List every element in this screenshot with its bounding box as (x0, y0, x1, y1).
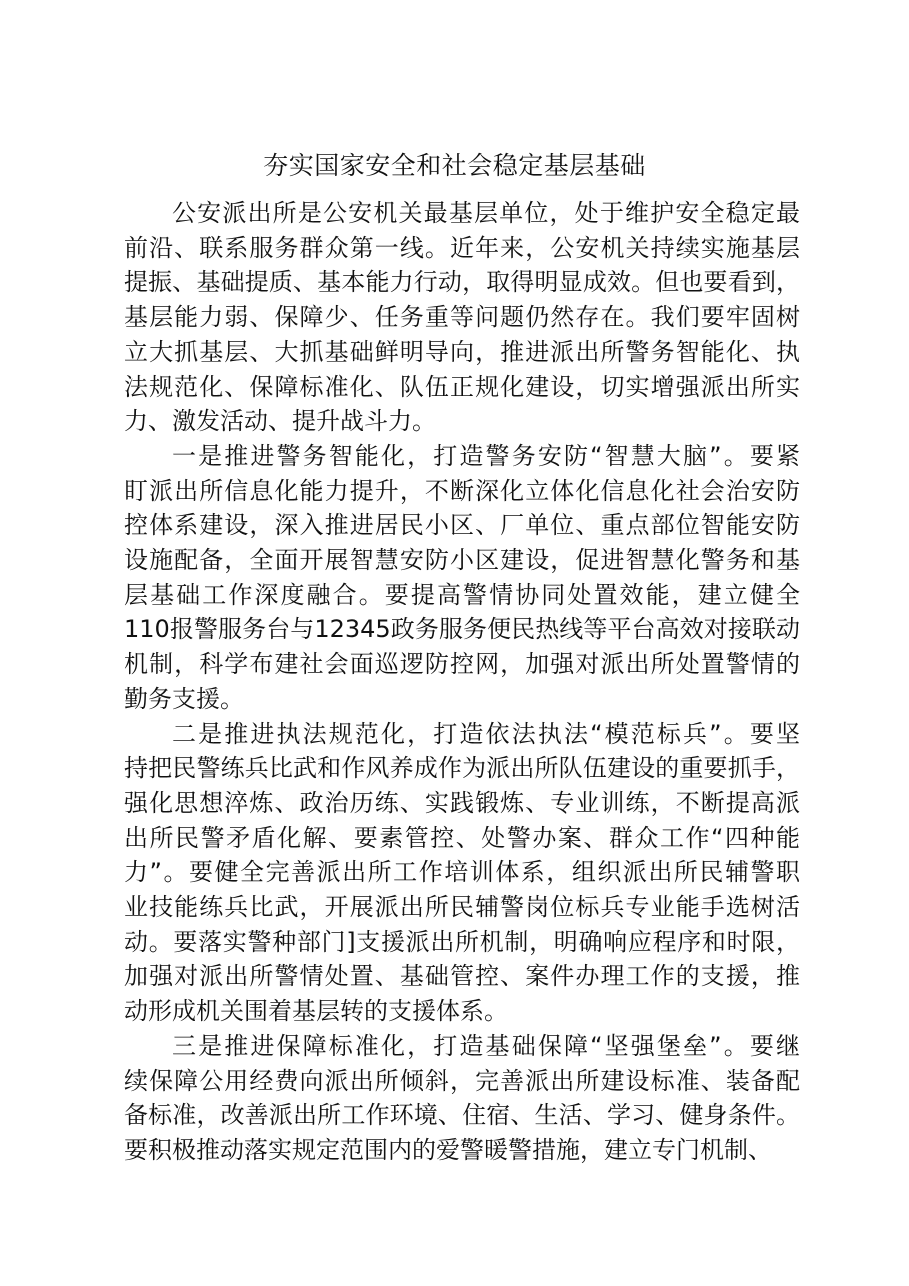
paragraph-line: 前沿、联系服务群众第一线。近年来，公安机关持续实施基层 (124, 233, 800, 262)
paragraph-line: 盯派出所信息化能力提升，不断深化立体化信息化社会治安防 (124, 476, 800, 505)
paragraph-line: 持把民警练兵比武和作风养成作为派出所队伍建设的重要抓手， (124, 754, 800, 783)
paragraph-line: 公安派出所是公安机关最基层单位，处于维护安全稳定最 (172, 199, 800, 227)
paragraph-line: 出所民警矛盾化解、要素管控、处警办案、群众工作“四种能 (124, 823, 800, 852)
paragraph-line: 立大抓基层、大抓基础鲜明导向，推进派出所警务智能化、执 (124, 337, 800, 366)
paragraph-line: 勤务支援。 (124, 684, 244, 713)
paragraph-line: 动。要落实警种部门]支援派出所机制，明确响应程序和时限， (124, 927, 800, 956)
paragraph (124, 439, 800, 717)
paragraph-line: 二是推进执法规范化，打造依法执法“模范标兵”。要坚 (172, 719, 800, 748)
paragraph-line: 基层能力弱、保障少、任务重等问题仍然存在。我们要牢固树 (124, 303, 800, 332)
paragraph-line: 要积极推动落实规定范围内的爱警暖警措施，建立专门机制、 (124, 1135, 772, 1164)
paragraph-line: 一是推进警务智能化，打造警务安防“智慧大脑”。要紧 (172, 441, 800, 470)
paragraph-line: 110报警服务台与12345政务服务便民热线等平台高效对接联动 (124, 615, 800, 644)
paragraph-line: 法规范化、保障标准化、队伍正规化建设，切实增强派出所实 (124, 372, 800, 401)
paragraph-line: 提振、基础提质、基本能力行动，取得明显成效。但也要看到， (124, 268, 800, 297)
paragraph-line: 续保障公用经费向派出所倾斜，完善派出所建设标准、装备配 (124, 1066, 800, 1095)
paragraph-line: 层基础工作深度融合。要提高警情协同处置效能，建立健全 (124, 580, 800, 609)
paragraph-line: 力”。要健全完善派出所工作培训体系，组织派出所民辅警职 (124, 858, 800, 887)
paragraph-line: 力、激发活动、提升战斗力。 (124, 407, 436, 436)
paragraph-line: 控体系建设，深入推进居民小区、厂单位、重点部位智能安防 (124, 511, 800, 540)
paragraph-line: 动形成机关围着基层转的支援体系。 (124, 997, 508, 1026)
paragraph-line: 业技能练兵比武，开展派出所民辅警岗位标兵专业能手选树活 (124, 893, 800, 922)
paragraph-line: 强化思想淬炼、政治历练、实践锻炼、专业训练，不断提高派 (124, 788, 800, 817)
paragraph-line: 机制，科学布建社会面巡逻防控网，加强对派出所处置警情的 (124, 650, 800, 679)
paragraph-line: 加强对派出所警情处置、基础管控、案件办理工作的支援，推 (124, 962, 800, 991)
document-body (124, 196, 800, 1168)
paragraph (124, 1029, 800, 1168)
paragraph-line: 备标准，改善派出所工作环境、住宿、生活、学习、健身条件。 (124, 1101, 800, 1130)
paragraph-line: 设施配备，全面开展智慧安防小区建设，促进智慧化警务和基 (124, 546, 800, 575)
page-title: 夯实国家安全和社会稳定基层基础 (263, 151, 646, 180)
paragraph (124, 717, 800, 1029)
paragraph-line: 三是推进保障标准化，打造基础保障“坚强堡垒”。要继 (172, 1031, 800, 1060)
paragraph (124, 196, 800, 439)
